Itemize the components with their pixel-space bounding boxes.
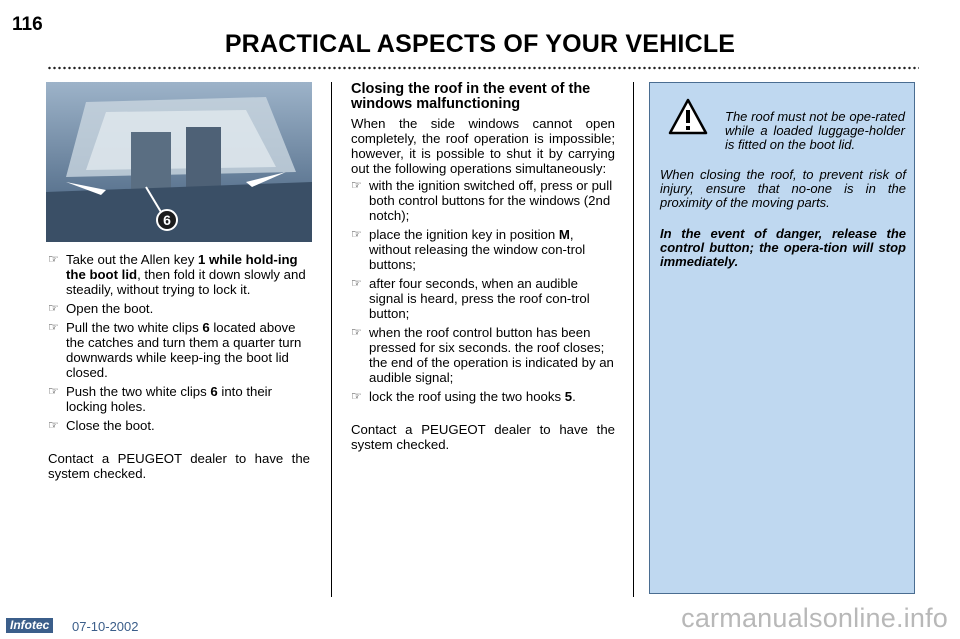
list-item: ☞ when the roof control button has been pressed for six seconds. the roof closes; the end of the operation is indicated by an audible signal; bbox=[351, 325, 614, 385]
list-item: ☞ Push the two white clips 6 into their locking holes. bbox=[48, 384, 272, 414]
warning-box bbox=[649, 82, 915, 594]
pointing-hand-icon: ☞ bbox=[48, 320, 59, 334]
pointing-hand-icon: ☞ bbox=[48, 384, 59, 398]
pointing-hand-icon: ☞ bbox=[48, 418, 59, 432]
footer-date: 07-10-2002 bbox=[72, 619, 139, 634]
boot-photo bbox=[46, 82, 312, 242]
column-divider bbox=[633, 82, 634, 597]
section-heading: Closing the roof in the event of the windows malfunctioning bbox=[351, 81, 591, 112]
contact-dealer-text: Contact a PEUGEOT dealer to have the system checked. bbox=[351, 422, 615, 452]
pointing-hand-icon: ☞ bbox=[351, 227, 362, 241]
page-number: 116 bbox=[12, 14, 43, 35]
pointing-hand-icon: ☞ bbox=[48, 301, 59, 315]
page-title: PRACTICAL ASPECTS OF YOUR VEHICLE bbox=[224, 30, 736, 58]
watermark: carmanualsonline.info bbox=[681, 603, 948, 633]
intro-text: When the side windows cannot open completely, the roof operation is impossible; however, it is possible to shut it by carrying out the following operations simultaneously: bbox=[351, 116, 615, 176]
list-item: ☞ Open the boot. bbox=[48, 301, 154, 316]
middle-column bbox=[351, 82, 615, 452]
warning-triangle-icon bbox=[668, 97, 708, 137]
list-item: ☞ with the ignition switched off, press or pull both control buttons for the windows (2nd notch); bbox=[351, 178, 613, 223]
middle-bullet-list bbox=[351, 178, 615, 404]
warning-text-luggage: The roof must not be ope-rated while a loaded luggage-holder is fitted on the boot lid. bbox=[725, 109, 905, 152]
pointing-hand-icon: ☞ bbox=[351, 389, 362, 403]
list-item: ☞ Take out the Allen key 1 while hold-ing the boot lid, then fold it down slowly and steadily, without trying to lock it. bbox=[48, 252, 306, 297]
left-bullet-list bbox=[48, 252, 310, 433]
dotted-divider bbox=[47, 66, 919, 70]
pointing-hand-icon: ☞ bbox=[351, 325, 362, 339]
pointing-hand-icon: ☞ bbox=[351, 178, 362, 192]
pointing-hand-icon: ☞ bbox=[351, 276, 362, 290]
warning-text-injury: When closing the roof, to prevent risk of injury, ensure that no-one is in the proximity of the moving parts. bbox=[660, 167, 906, 210]
left-column bbox=[48, 252, 310, 481]
callout-6: 6 bbox=[163, 212, 171, 228]
list-item: ☞ lock the roof using the two hooks 5. bbox=[351, 389, 576, 404]
list-item: ☞ place the ignition key in position M, without releasing the window con-trol buttons; bbox=[351, 227, 586, 272]
contact-dealer-text: Contact a PEUGEOT dealer to have the system checked. bbox=[48, 451, 310, 481]
warning-text-danger: In the event of danger, release the control button; the opera-tion will stop immediately. bbox=[660, 226, 906, 269]
infotec-logo: Infotec bbox=[6, 618, 53, 633]
list-item: ☞ Pull the two white clips 6 located above the catches and turn them a quarter turn downwards while keep-ing the boot lid closed. bbox=[48, 320, 302, 380]
column-divider bbox=[331, 82, 332, 597]
list-item: ☞ after four seconds, when an audible signal is heard, press the roof con-trol button; bbox=[351, 276, 590, 321]
pointing-hand-icon: ☞ bbox=[48, 252, 59, 266]
list-item: ☞ Close the boot. bbox=[48, 418, 155, 433]
